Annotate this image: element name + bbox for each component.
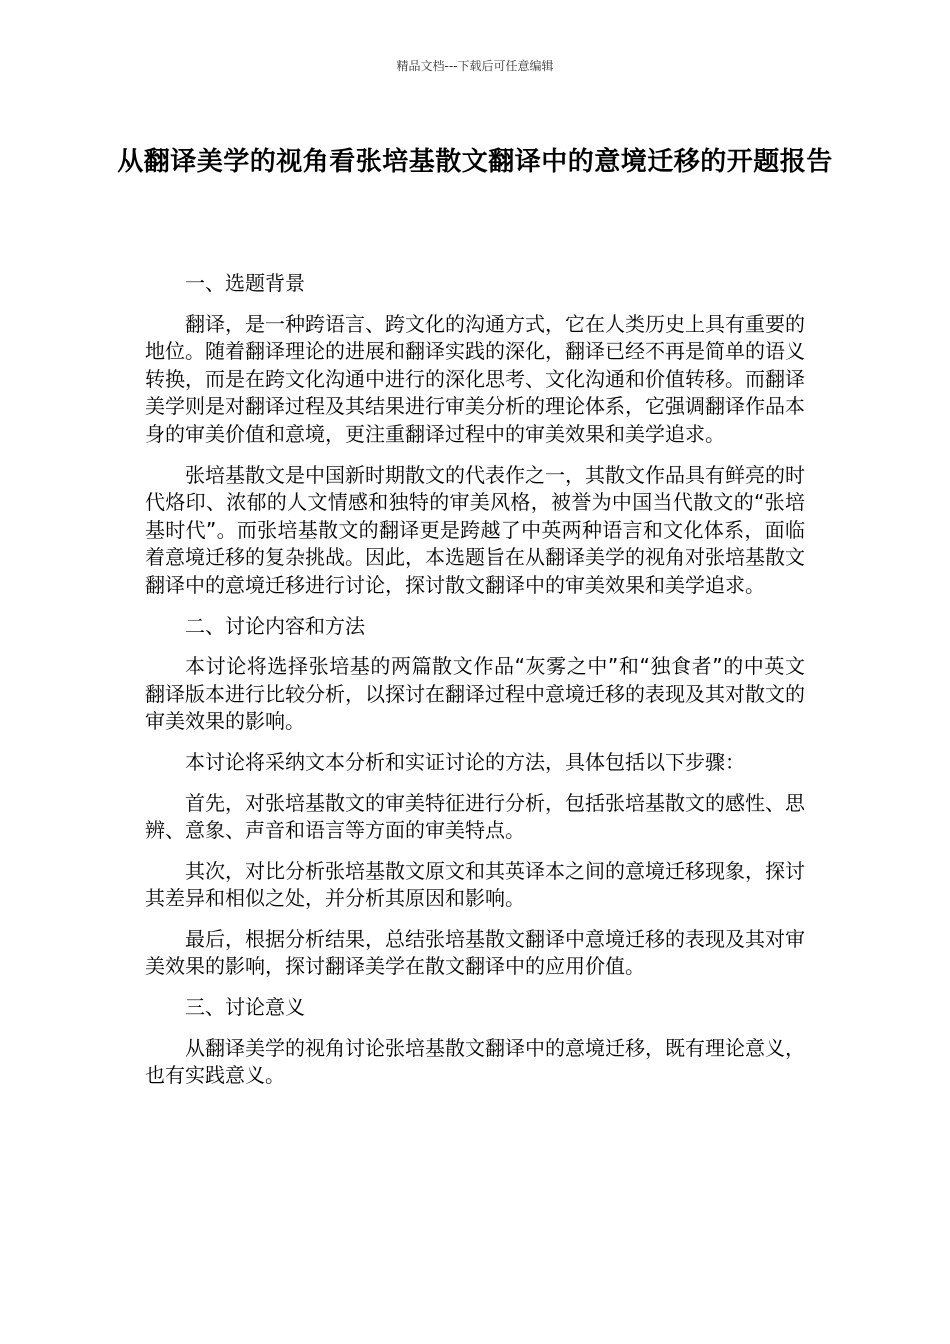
paragraph-method-1: 本讨论将选择张培基的两篇散文作品“灰雾之中”和“独食者”的中英文翻译版本进行比较分析，以探讨在翻译过程中意境迁移的表现及其对散文的审美效果的影响。 [145,654,805,734]
paragraph-method-2: 本讨论将采纳文本分析和实证讨论的方法，具体包括以下步骤： [185,749,745,774]
document-body [145,270,805,1103]
paragraph-method-4: 其次，对比分析张培基散文原文和其英译本之间的意境迁移现象，探讨其差异和相似之处，并分析其原因和影响。 [145,858,805,911]
header-watermark: 精品文档---下载后可任意编辑 [396,59,554,73]
paragraph-method-5: 最后，根据分析结果，总结张培基散文翻译中意境迁移的表现及其对审美效果的影响，探讨翻译美学在散文翻译中的应用价值。 [145,926,805,979]
document-title: 从翻译美学的视角看张培基散文翻译中的意境迁移的开题报告 [117,147,833,177]
paragraph-background-2: 张培基散文是中国新时期散文的代表作之一，其散文作品具有鲜亮的时代烙印、浓郁的人文情感和独特的审美风格，被誉为中国当代散文的“张培基时代”。而张培基散文的翻译更是跨越了中英两种语言和文化体系，面临着意境迁移的复杂挑战。因此，本选题旨在从翻译美学的视角对张培基散文翻译中的意境迁移进行讨论，探讨散文翻译中的审美效果和美学追求。 [145,462,805,597]
section-heading-method: 二、讨论内容和方法 [185,613,365,638]
paragraph-significance-1: 从翻译美学的视角讨论张培基散文翻译中的意境迁移，既有理论意义，也有实践意义。 [145,1035,805,1088]
section-heading-background: 一、选题背景 [185,271,305,295]
paragraph-background-1: 翻译，是一种跨语言、跨文化的沟通方式，它在人类历史上具有重要的地位。随着翻译理论的进展和翻译实践的深化，翻译已经不再是简单的语义转换，而是在跨文化沟通中进行的深化思考、文化沟通和价值转移。而翻译美学则是对翻译过程及其结果进行审美分析的理论体系，它强调翻译作品本身的审美价值和意境，更注重翻译过程中的审美效果和美学追求。 [145,311,805,446]
paragraph-method-3: 首先，对张培基散文的审美特征进行分析，包括张培基散文的感性、思辨、意象、声音和语言等方面的审美特点。 [145,790,805,843]
section-heading-significance: 三、讨论意义 [185,995,305,1020]
